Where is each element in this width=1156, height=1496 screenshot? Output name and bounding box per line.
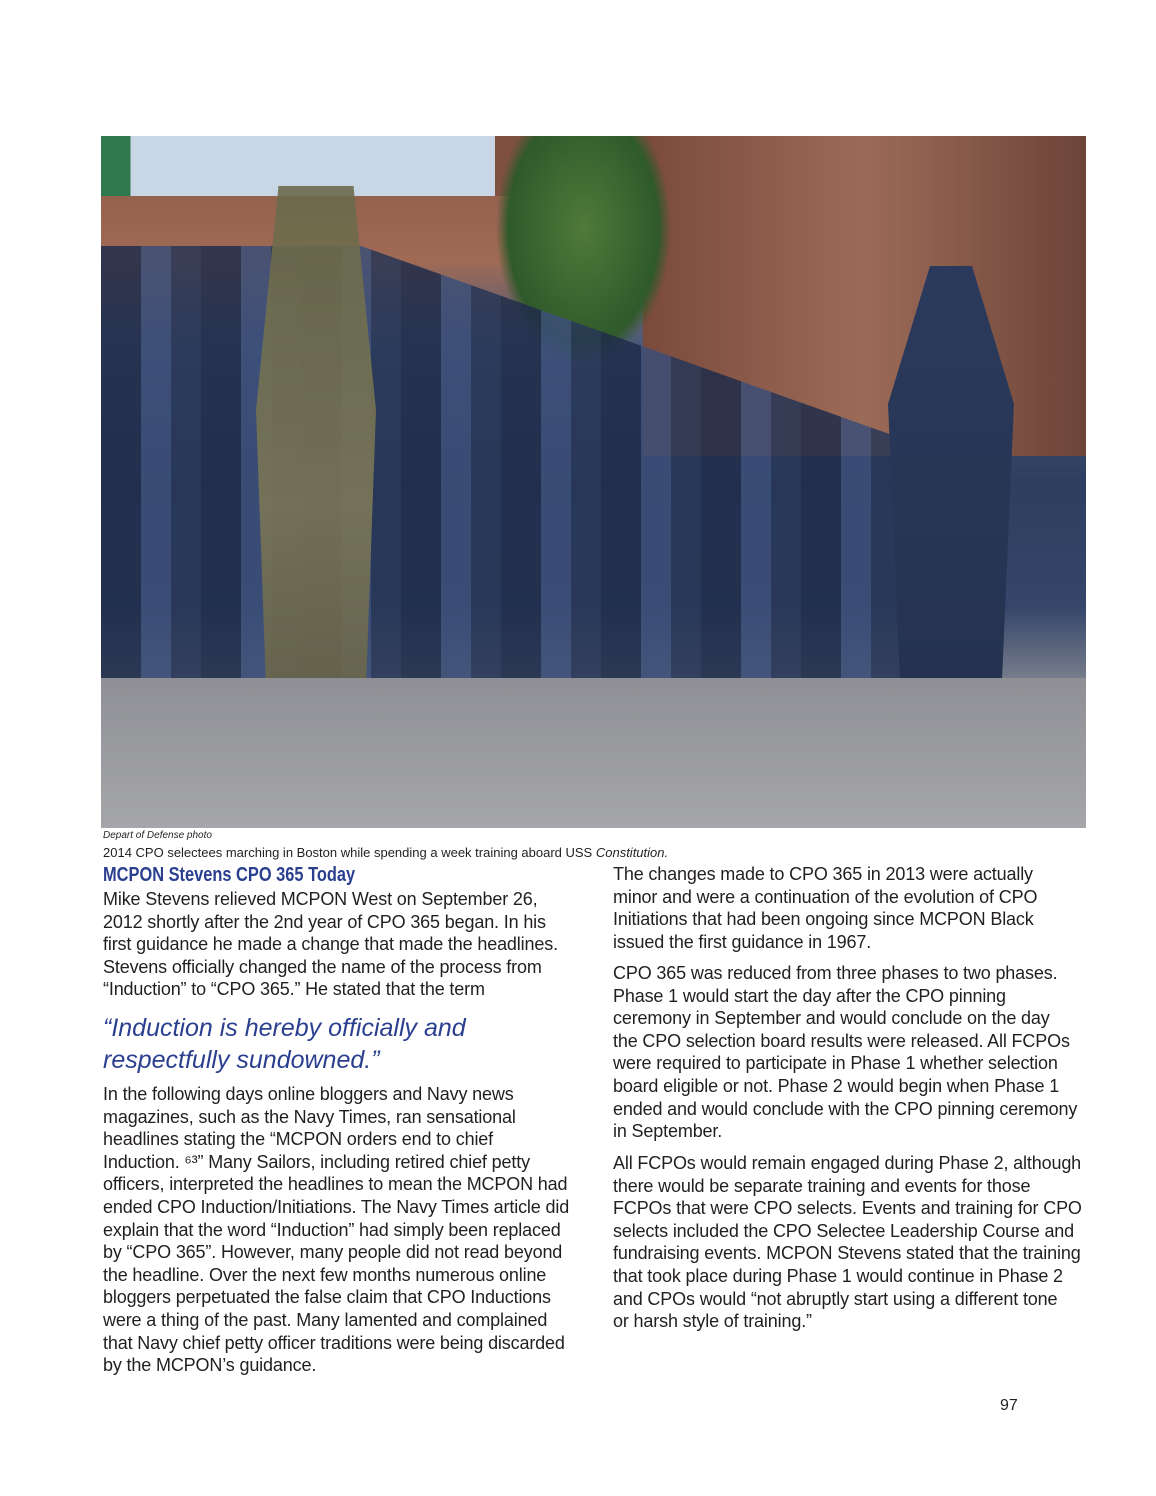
text-line: that Navy chief petty officer traditions were being discarded (103, 1332, 565, 1353)
page-number: 97 (1000, 1397, 1018, 1414)
text-line: were required to participate in Phase 1 whether selection (613, 1053, 1058, 1074)
text-line: first guidance he made a change that made the headlines. (103, 934, 558, 955)
text-line: Phase 1 would start the day after the CPO pinning (613, 985, 1006, 1006)
text-line: ended CPO Induction/Initiations. The Navy Times article did (103, 1196, 570, 1217)
text-line: the headline. Over the next few months numerous online (103, 1264, 547, 1285)
text-line: officers, interpreted the headlines to mean the MCPON had (103, 1174, 568, 1195)
text-line: that took place during Phase 1 would continue in Phase 2 (613, 1265, 1063, 1286)
photo-credit: Depart of Defense photo (103, 830, 212, 841)
right-paragraph-3 (613, 1152, 1082, 1333)
text-line: issued the first guidance in 1967. (613, 931, 872, 952)
text-line: The changes made to CPO 365 in 2013 were actually (613, 864, 1033, 884)
text-line: 2012 shortly after the 2nd year of CPO 365 began. In his (103, 911, 546, 932)
text-line: Induction. ⁶³” Many Sailors, including retired chief petty (103, 1151, 530, 1172)
text-line: board eligible or not. Phase 2 would begin when Phase 1 (613, 1075, 1060, 1096)
text-line: headlines stating the “MCPON orders end to chief (103, 1129, 494, 1150)
section-heading: MCPON Stevens CPO 365 Today (103, 864, 356, 886)
text-line: bloggers perpetuated the false claim that CPO Inductions (103, 1287, 551, 1308)
text-line: fundraising events. MCPON Stevens stated that the training (613, 1243, 1081, 1264)
text-line: FCPOs that were CPO selects. Events and training for CPO (613, 1198, 1082, 1219)
photo-caption (103, 845, 668, 860)
text-line: in September. (613, 1121, 723, 1142)
right-paragraph-1 (613, 863, 1037, 953)
text-line: Initiations that had been ongoing since MCPON Black (613, 909, 1034, 930)
text-line: All FCPOs would remain engaged during Phase 2, although (613, 1153, 1082, 1173)
text-line: by “CPO 365”. However, many people did not read beyond (103, 1242, 563, 1263)
right-paragraph-2 (613, 962, 1077, 1143)
text-line: or harsh style of training.” (613, 1311, 812, 1332)
text-line: minor and were a continuation of the evolution of CPO (613, 886, 1038, 907)
text-line: “Induction” to “CPO 365.” He stated that the term (103, 979, 485, 1000)
text-line: the CPO selection board results were released. All FCPOs (613, 1030, 1070, 1051)
text-line: were a thing of the past. Many lamented and complained (103, 1309, 548, 1330)
text-line: Stevens officially changed the name of the process from (103, 956, 542, 977)
text-line: CPO 365 was reduced from three phases to two phases. (613, 963, 1058, 983)
text-line: ended and would conclude with the CPO pinning ceremony (613, 1098, 1078, 1119)
left-paragraph-2 (103, 1083, 569, 1377)
text-line: by the MCPON’s guidance. (103, 1355, 317, 1376)
text-line: selects included the CPO Selectee Leadership Course and (613, 1220, 1075, 1241)
text-line: and CPOs would “not abruptly start using a different tone (613, 1288, 1058, 1309)
text-line: respectfully sundowned.” (103, 1046, 380, 1074)
text-line: Mike Stevens relieved MCPON West on September 26, (103, 889, 538, 909)
left-paragraph-1 (103, 888, 558, 1001)
text-line: “Induction is hereby officially and (103, 1014, 466, 1042)
pull-quote (103, 1012, 466, 1076)
caption-text: 2014 CPO selectees marching in Boston while spending a week training aboard USS (103, 845, 596, 860)
text-line: explain that the word “Induction” had simply been replaced (103, 1219, 561, 1240)
caption-ship-name: Constitution. (595, 845, 669, 860)
text-line: In the following days online bloggers and Navy news (103, 1084, 514, 1104)
photo-road (101, 678, 1086, 828)
text-line: ceremony in September and would conclude on the day (613, 1008, 1050, 1029)
text-line: magazines, such as the Navy Times, ran sensational (103, 1106, 516, 1127)
photo-cpo-selectees-marching (101, 136, 1086, 828)
text-line: there would be separate training and events for those (613, 1175, 1031, 1196)
